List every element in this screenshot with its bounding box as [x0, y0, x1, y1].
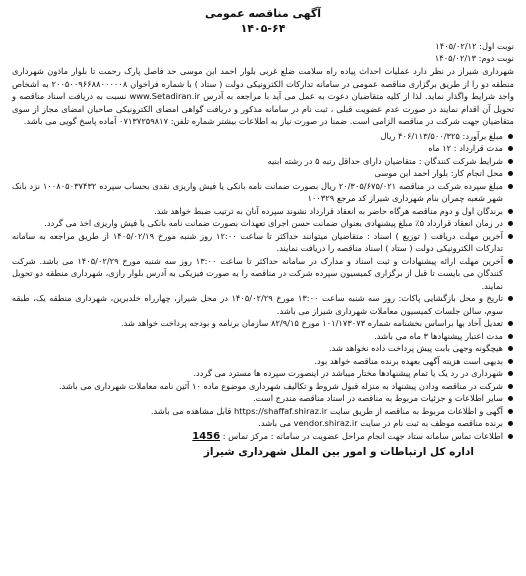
list-item-forfeit: برندگان اول و دوم مناقصه هرگاه حاضر به انعقاد قرارداد نشوند سپرده آنان به ترتیب ضبط خواهد شد.	[12, 205, 514, 218]
notice-number: ۱۴۰۵-۶۴	[240, 22, 286, 35]
list-item-other-info: سایر اطلاعات و جزئیات مربوط به مناقصه در اسناد مناقصه مندرج است.	[12, 392, 514, 405]
list-item-guarantee: در زمان انعقاد قرارداد ۵٪ مبلغ پیشنهادی بعنوان ضمانت حسن اجرای تعهدات بصورت ضمانت نامه بانکی یا فیش واریزی اخذ می گردد.	[12, 217, 514, 230]
list-item-deposit: مبلغ سپرده شرکت در مناقصه ۲۰/۳۰۵/۶۷۵/۰۲۱ ریال بصورت ضمانت نامه بانکی یا فیش واریزی نقدی بحساب سپرده ۱۰۰۸۰۵۰۳۷۴۳۲ نزد بانک شهر شعبه چمران بنام شهرداری شیراز کد مرجع ۱۰۰۳۲۹	[12, 180, 514, 205]
list-item-shaffaf-site: آگهی و اطلاعات مربوط به مناقصه از طریق سایت https://shaffaf.shiraz.ir قابل مشاهده می باشد.	[12, 405, 514, 418]
list-item-opening: تاریخ و محل بازگشایی پاکات: روز سه شنبه ساعت ۱۳:۰۰ مورخ ۱۴۰۵/۰۲/۲۹ در محل شیراز، چهارراه خلدبرین، شهرداری منطقه یک، طبقه سوم، سالن جلسات کمیسیون معاملات شهرداری شیراز می باشد.	[12, 292, 514, 317]
publication-dates	[12, 40, 514, 64]
contact-phone: 1456	[192, 430, 221, 442]
list-item-eligibility: شرایط شرکت کنندگان : متقاضیان دارای حداقل رتبه ۵ در رشته ابنیه	[12, 155, 514, 168]
list-item-ad-cost: بدیهی است هزینه آگهی بعهده برنده مناقصه خواهد بود.	[12, 355, 514, 368]
list-item-location: محل انجام کار: بلوار احمد ابن موسی	[12, 167, 514, 180]
list-item-rejection: شهرداری در رد یک یا تمام پیشنهادها مختار میباشد در اینصورت سپرده ها مسترد می گردد.	[12, 367, 514, 380]
list-item-acceptance: شرکت در مناقصه ودادن پیشنهاد به منزله قبول شروط و تکالیف شهرداری موضوع ماده ۱۰ آئین نامه معاملات شهرداری می باشد.	[12, 380, 514, 393]
list-item-adjustment: تعدیل آحاد بها براساس بخشنامه شماره ۱۰۱/۱۷۳۰۷۳ مورخ ۸۲/۹/۱۵ سازمان برنامه و بودجه پرداخت خواهد شد.	[12, 317, 514, 330]
second-publication-date: نوبت دوم: ۱۴۰۵/۰۲/۱۳	[434, 53, 514, 63]
issuer-signature: اداره کل ارتباطات و امور بین الملل شهرداری شیراز	[203, 446, 474, 458]
list-item-document-deadline: آخرین مهلت دریافت ( توزیع ) اسناد : متقاضیان میتوانند حداکثر تا ساعت ۱۲:۰۰ روز شنبه مورخ ۱۴۰۵/۰۲/۱۹ از طریق مراجعه به سامانه تدارکات الکترونیکی دولت ( ستاد ) اسناد مناقصه را دریافت نمایند.	[12, 230, 514, 255]
notice-title: آگهی مناقصه عمومی	[204, 7, 322, 20]
first-publication-date: نوبت اول: ۱۴۰۵/۰۲/۱۲	[435, 41, 514, 51]
list-item-contact	[12, 430, 514, 444]
list-item-validity: مدت اعتبار پیشنهادها ۳ ماه می باشد.	[12, 330, 514, 343]
contact-label: اطلاعات تماس سامانه ستاد جهت انجام مراحل عضویت در سامانه : مرکز تماس :	[222, 430, 503, 441]
intro-paragraph: شهرداری شیراز در نظر دارد عملیات احداث پیاده راه سلامت ضلع غربی بلوار احمد ابن موسی حد فاصل پارک رحمت تا بلوار ماذون شهرداری منطقه دو را از طریق برگزاری مناقصه عمومی در سامانه تدارکات الکترونیکی دولت ( ستاد ) با شماره فراخوان ۲۰۰۵۰۰۹۶۶۸۸۰۰۰۰۰۸ به اشخاص واجد شرایط واگذار نماید. لذا از کلیه متقاضیان دعوت به عمل می آید با مراجعه به آدرس www.Setadiran.ir نسبت به دریافت اسناد مناقصه و تحویل آن اقدام نمایند در صورت عدم عضویت قبلی ، ثبت نام در سامانه مذکور و دریافت گواهی امضای الکترونیکی صاحبان امضای مجاز از سوی متقاضیان جهت شرکت در مناقصه الزامی است. ضمنا در صورت نیاز به اطلاعات بیشتر شماره تلفن: ۰۷۱۳۷۲۵۹۸۱۷ آماده پاسخ گویی می باشد.	[12, 66, 514, 126]
list-item-estimate: مبلغ برآورد: ۴۰۶/۱۱۳/۵۰۰/۳۲۵ ریال	[12, 130, 514, 143]
list-item-prepayment: هیچگونه وجهی بابت پیش پرداخت داده نخواهد شد.	[12, 342, 514, 355]
list-item-submission-deadline: آخرین مهلت ارائه پیشنهادات و ثبت اسناد و مدارک در سامانه حداکثر تا ساعت ۱۳:۰۰ روز سه شنبه مورخ ۱۴۰۵/۰۲/۲۹ می باشد. شرکت کنندگان می بایست تا قبل از برگزاری کمیسیون سپرده شرکت در مناقصه را به صورت فیزیکی به آدرس بلوار رازی، شهرداری منطقه دو تحویل نمایند.	[12, 255, 514, 293]
list-item-duration: مدت قرارداد : ۱۲ ماه	[12, 142, 514, 155]
list-item-vendor-site: برنده مناقصه موظف به ثبت نام در سایت vendor.shiraz.ir می باشد.	[12, 417, 514, 430]
conditions-list	[12, 130, 514, 444]
